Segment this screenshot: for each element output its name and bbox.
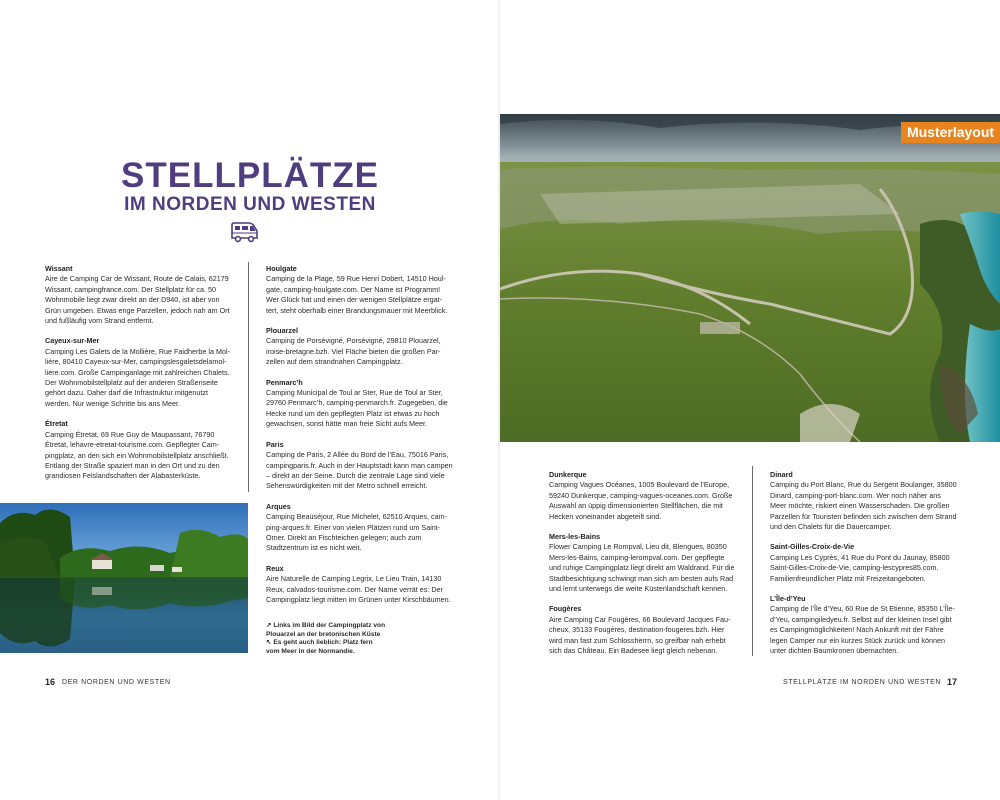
entry-heading: Mers-les-Bains: [549, 532, 601, 542]
campsite-entry: [266, 264, 466, 316]
entry-text: Camping de la Plage, 59 Rue Henri Dobert, 14510 Houl- gate, camping-houlgate.com. Der Name ist Programm! Wer Glück hat und einen der wenigen Stellplätze ergat- tert, steht oberhalb einer Brandungsmauer mit Meerblick.: [266, 274, 448, 315]
entry-heading: Étretat: [45, 419, 68, 429]
campsite-entry: [549, 604, 742, 656]
entry-heading: Fougères: [549, 604, 582, 614]
entry-heading: Paris: [266, 439, 284, 449]
campsite-entry: [770, 470, 960, 532]
entry-heading: Dinard: [770, 470, 793, 479]
text-column-right-1: [549, 470, 742, 667]
text-column-left-2: [266, 264, 466, 615]
campsite-entry: [549, 532, 742, 594]
campsite-entry: [266, 502, 466, 554]
lake-photo: [0, 503, 248, 653]
entry-heading: Houlgate: [266, 264, 297, 273]
entry-heading: Arques: [266, 501, 291, 511]
column-divider: [248, 262, 249, 492]
entry-text: Camping Les Galets de la Mollière, Rue Faidherbe la Mol- lière, 80410 Cayeux-sur-Mer, campingslesgaletsdelamol- liere.com. Große Campinganlage mit zahlreichen Chalets. Der Wohnmobilstellplatz auf der anderen Straßenseite gehört dazu. Daher darf die Infrastruktur mitgenutzt werden. Nur wenige Schritte bis ans Meer.: [45, 346, 230, 408]
entry-heading: Dunkerque: [549, 470, 587, 479]
entry-heading: Plouarzel: [266, 326, 298, 336]
column-divider: [752, 466, 753, 656]
campsite-entry: [266, 564, 466, 606]
entry-text: Aire Camping Car Fougères, 66 Boulevard Jacques Fau- cheux, 35133 Fougères, destination-fougeres.bzh. Hier wird man fast zum Schlossherrn, so greifbar nah erhebt sich das Château. Ein Badesee liegt gleich nebenan.: [549, 614, 731, 656]
entry-heading: Reux: [266, 563, 284, 573]
text-column-left-1: [45, 264, 238, 492]
entry-text: Camping du Port Blanc, Rue du Sergent Boulanger, 35800 Dinard, camping-port-blanc.com. Wer noch näher ans Meer möchte, riskiert einen Wasserschaden. Die großen Parzellen für Touristen befinden sich zwischen dem Strand und den Chalets für die Dauercamper.: [770, 480, 957, 532]
campsite-entry: [549, 470, 742, 522]
entry-text: Aire Naturelle de Camping Legrix, Le Lieu Train, 14130 Reux, calvados-tourisme.com. Der Name verrät es: Der Campingplatz liegt mitten im Grünen unter Kirschbäumen.: [266, 574, 451, 604]
entry-text: Camping Les Cyprès, 41 Rue du Pont du Jaunay, 85800 Saint-Gilles-Croix-de-Vie, camping-lescypres85.com. Familienfreundlicher Platz mit Freizeitangeboten.: [770, 552, 950, 583]
entry-text: Camping de Paris, 2 Allée du Bord de l’Eau, 75016 Paris, campingparis.fr. Auch in der Hauptstadt kann man campen – direkt an der Seine. Durch die zentrale Lage sind viele Sehenswürdigkeiten mit der Metro schnell erreicht.: [266, 450, 453, 491]
campsite-entry: [770, 542, 960, 584]
campsite-entry: [45, 264, 238, 326]
entry-text: Camping Étretat, 69 Rue Guy de Maupassant, 76790 Étretat, lehavre-etretat-tourisme.com. Gepflegter Cam- pingplatz, an den sich ein Wohnmobilstellplatz anschließt. Entlang der Straße spaziert man in den Ort und zu den grandiosen Felslandschaften der Alabasterküste.: [45, 429, 229, 481]
entry-text: Camping Beauséjour, Rue Michelet, 62510 Arques, cam- ping-arques.fr. Einer von vielen Plätzen rund um Saint- Omer. Direkt an Fischteichen gelegen; auch zum Stadtzentrum ist es nicht weit.: [266, 512, 447, 553]
page-number-right: 17: [947, 677, 958, 687]
entry-text: Camping Municipal de Toul ar Ster, Rue de Toul ar Ster, 29760 Penmarc’h, camping-penmarch.fr. Zugegeben, die Hecke rund um den gepflegten Platz ist etwas zu hoch gewachsen, sonst hätte man freie Sicht aufs Meer.: [266, 388, 448, 429]
running-title-right: STELLPLÄTZE IM NORDEN UND WESTEN: [783, 679, 942, 686]
entry-heading: Wissant: [45, 264, 73, 273]
running-title-left: DER NORDEN UND WESTEN: [62, 679, 171, 686]
photo-caption: ↗ Links im Bild der Campingplatz von Plouarzel an der bretonischen Küste ↖ Es geht auch lieblich: Platz fern vom Meer in der Normandie.: [266, 622, 386, 655]
campsite-entry: [266, 378, 466, 430]
campsite-entry: [45, 336, 238, 409]
campsite-entry: [45, 419, 238, 481]
entry-heading: Cayeux-sur-Mer: [45, 336, 100, 346]
campsite-entry: [266, 326, 466, 368]
entry-text: Aire de Camping Car de Wissant, Route de Calais, 62179 Wissant, campingfrance.com. Der Stellplatz für ca. 50 Wohnmobile liegt zwar direkt an der D940, ist aber von Grün umgeben. Etwas enge Parzellen, jedoch nah am Ort und fußläufig vom Strand entfernt.: [45, 274, 230, 326]
entry-heading: Penmarc’h: [266, 377, 303, 387]
campsite-entry: [266, 440, 466, 492]
campsite-entry: [770, 594, 960, 656]
layout-badge: Musterlayout: [901, 122, 1000, 143]
entry-text: Camping Vagues Océanes, 1005 Boulevard de l’Europe, 59240 Dunkerque, camping-vagues-oceanes.com. Große Auswahl an üppig dimensionierten Stellflächen, die mit Hecken voneinander abgeteilt sind.: [549, 480, 733, 521]
page-number-left: 16: [45, 677, 56, 687]
entry-text: Camping de l’Île d’Yeu, 60 Rue de St Etienne, 85350 L’Île- d’Yeu, campingiledyeu.fr. Selbst auf der kleinen Insel gibt es Campingmöglichkeiten! Nach Ankunft mit der Fähre legen Camper nur ein kurzes Stück zurück und können unter dichten Baumkronen übernachten.: [770, 604, 955, 656]
entry-heading: Saint-Gilles-Croix-de-Vie: [770, 542, 855, 552]
page-subtitle: IM NORDEN UND WESTEN: [124, 194, 376, 215]
coast-aerial-photo: [500, 114, 1000, 442]
camper-van-icon: [229, 220, 259, 244]
page-title: STELLPLÄTZE: [121, 156, 379, 195]
entry-heading: L’Île-d’Yeu: [770, 594, 806, 604]
text-column-right-2: [770, 470, 960, 667]
entry-text: Camping de Porsévigné, Porsévigné, 29810 Plouarzel, iroise-bretagne.bzh. Viel Fläche bieten die großen Par- zellen auf dem strandnahen Campingplatz.: [266, 336, 441, 367]
entry-text: Flower Camping Le Rompval, Lieu dit, Blengues, 80350 Mers-les-Bains, camping-lerompval.com. Der gepflegte und ruhige Campingplatz liegt direkt am Waldrand. Für die Stadtbesichtigung schwingt man sich am besten aufs Rad und lernt unterwegs die weite Küstenlandschaft kennen.: [549, 542, 735, 594]
